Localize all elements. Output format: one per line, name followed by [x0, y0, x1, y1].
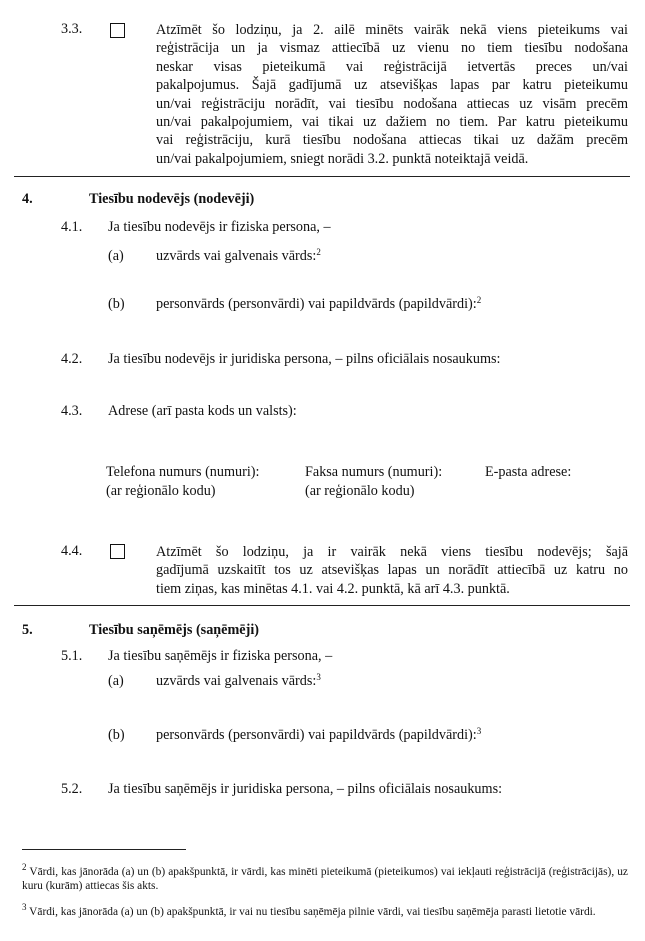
text-line: pakalpojumus. Šajā gadījumā uz atsevišķas lapas par katru pieteikumu	[156, 77, 628, 94]
surname-label-text: uzvārds vai galvenais vārds:	[156, 673, 317, 689]
surname-field-label	[156, 248, 321, 265]
section-4-1-text: Ja tiesību nodevējs ir fiziska persona, –	[108, 219, 331, 235]
phone-label-line-1: Telefona numurs (numuri):	[106, 464, 260, 480]
item-a-label: (a)	[108, 248, 124, 264]
footnote-2	[22, 862, 628, 893]
section-5-2-number: 5.2.	[61, 781, 83, 797]
text-line: vai reģistrāciju, kurā tiesību nodošana attiecas tikai uz dažām precēm	[156, 132, 628, 149]
item-a-label: (a)	[108, 673, 124, 689]
footnote-ref: 2	[316, 247, 321, 257]
section-5-number: 5.	[22, 622, 33, 638]
section-5-1-number: 5.1.	[61, 648, 83, 664]
section-4-number: 4.	[22, 191, 33, 207]
footnote-marker: 2	[22, 862, 27, 872]
item-b-label: (b)	[108, 727, 125, 743]
given-name-label-text: personvārds (personvārdi) vai papildvārds (papildvārdi):	[156, 296, 477, 312]
footnote-separator	[22, 849, 186, 850]
phone-field-label	[106, 463, 259, 501]
text-line: gadījumā uzskaitīt tos uz atsevišķas lapas un norādīt attiecībā uz katru no	[156, 562, 628, 579]
footnote-ref: 2	[476, 295, 482, 305]
section-4-2-text: Ja tiesību nodevējs ir juridiska persona, – pilns oficiālais nosaukums:	[108, 351, 501, 367]
email-field-label: E-pasta adrese:	[485, 464, 572, 480]
section-4-1-number: 4.1.	[61, 219, 83, 235]
fax-label-line-1: Faksa numurs (numuri):	[305, 464, 443, 480]
surname-label-text: uzvārds vai galvenais vārds:	[156, 248, 317, 264]
text-line: un/vai reģistrāciju norādīt, vai tiesību nodošana attiecas uz visām precēm	[156, 95, 628, 112]
given-name-field-label	[156, 296, 481, 313]
given-name-field-label	[156, 727, 481, 744]
item-b-label: (b)	[108, 296, 125, 312]
footnote-3	[22, 902, 628, 920]
fax-label-line-2: (ar reģionālo kodu)	[305, 483, 415, 499]
text-line: un/vai pakalpojumiem, sniegt norādi 3.2. punktā noteiktajā veidā.	[156, 150, 529, 167]
section-5-2-text: Ja tiesību saņēmējs ir juridiska persona, – pilns oficiālais nosaukums:	[108, 781, 503, 797]
fax-field-label	[305, 463, 442, 501]
section-4-title: Tiesību nodevējs (nodevēji)	[89, 191, 255, 207]
footnote-ref: 3	[316, 672, 321, 682]
surname-field-label	[156, 673, 321, 690]
text-line: neskar visas pieteikumā vai reģistrācijā ietvertās preces un/vai	[156, 58, 628, 75]
text-line: tiem ziņas, kas minētas 4.1. vai 4.2. punktā, kā arī 4.3. punktā.	[156, 580, 510, 597]
section-4-4-text	[156, 543, 628, 598]
section-4-3-number: 4.3.	[61, 403, 83, 419]
section-4-4-checkbox[interactable]	[110, 544, 125, 559]
footnote-text: Vārdi, kas jānorāda (a) un (b) apakšpunktā, ir vai nu tiesību saņēmēja pilnie vārdi, vai tiesību saņēmēja parasti lietotie vārdi.	[29, 906, 596, 918]
section-3-3-checkbox[interactable]	[110, 23, 125, 38]
section-divider	[14, 605, 630, 606]
footnote-text: Vārdi, kas jānorāda (a) un (b) apakšpunktā, ir vārdi, kas minēti pieteikumā (pieteikumos) vai iekļauti reģistrācijā (reģistrācijās), uz kuru (kurām) attiecas šis akts.	[22, 866, 628, 892]
footnote-ref: 3	[476, 726, 482, 736]
section-4-4-number: 4.4.	[61, 543, 83, 559]
text-line: Atzīmēt šo lodziņu, ja ir vairāk nekā viens tiesību nodevējs; šajā	[156, 544, 628, 560]
section-3-3-number: 3.3.	[61, 21, 83, 37]
section-3-3-text	[156, 21, 628, 168]
text-line: reģistrācija un ja vismaz attiecībā uz vienu no tiem tiesību nodošana	[156, 40, 628, 57]
text-line: Atzīmēt šo lodziņu, ja 2. ailē minēts vairāk nekā viens pieteikums vai	[156, 22, 628, 38]
given-name-label-text: personvārds (personvārdi) vai papildvārds (papildvārdi):	[156, 727, 477, 743]
section-divider	[14, 176, 630, 177]
phone-label-line-2: (ar reģionālo kodu)	[106, 483, 216, 499]
text-line: un/vai pakalpojumiem, vai tikai uz dažiem no tiem. Par katru pieteikumu	[156, 114, 628, 131]
section-5-title: Tiesību saņēmējs (saņēmēji)	[89, 622, 259, 638]
section-4-2-number: 4.2.	[61, 351, 83, 367]
section-5-1-text: Ja tiesību saņēmējs ir fiziska persona, –	[108, 648, 333, 664]
footnote-marker: 3	[22, 902, 27, 912]
section-4-3-text: Adrese (arī pasta kods un valsts):	[108, 403, 297, 419]
